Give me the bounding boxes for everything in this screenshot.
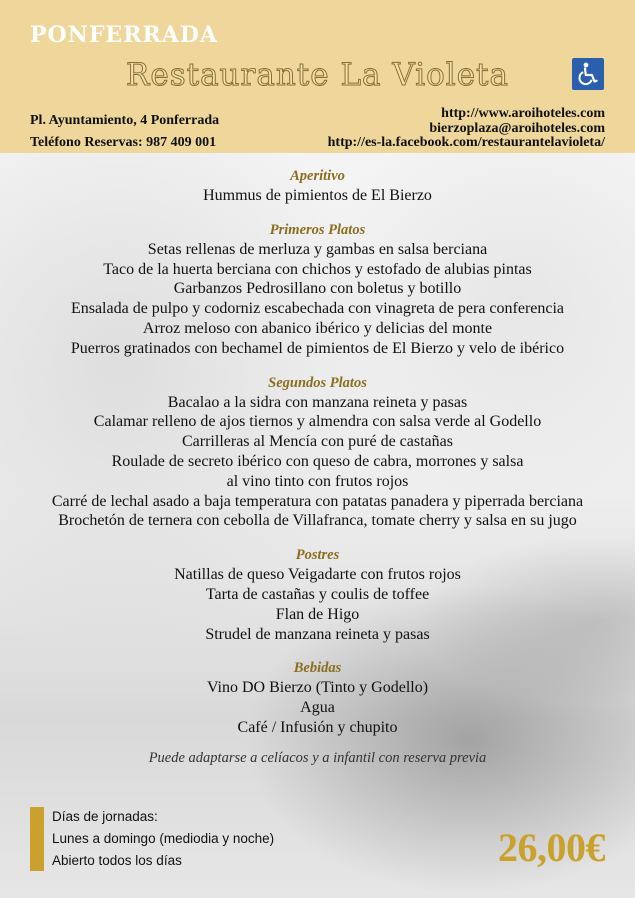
menu-item: Hummus de pimientos de El Bierzo bbox=[203, 187, 432, 204]
menu-item: Café / Infusión y chupito bbox=[237, 718, 398, 736]
section-title-primeros: Primeros Platos bbox=[269, 221, 366, 238]
wheelchair-icon bbox=[572, 58, 604, 90]
schedule-block bbox=[52, 806, 274, 872]
dietary-note: Puede adaptarse a celíacos y a infantil con reserva previa bbox=[148, 749, 487, 766]
city-title: PONFERRADA bbox=[30, 22, 218, 48]
menu-item: Brochetón de ternera con cebolla de Villafranca, tomate cherry y salsa en su jugo bbox=[58, 512, 577, 530]
menu-item: Carré de lechal asado a baja temperatura con patatas panadera y piperrada berciana bbox=[51, 492, 584, 510]
menu-item: Agua bbox=[300, 699, 335, 717]
menu-item: Calamar relleno de ajos tiernos y almendra con salsa verde al Godello bbox=[93, 413, 542, 431]
menu-body bbox=[0, 166, 635, 768]
menu-item: Taco de la huerta berciana con chichos y estofado de alubias pintas bbox=[103, 260, 532, 278]
menu-item: Strudel de manzana reineta y pasas bbox=[205, 625, 430, 643]
menu-item: Carrilleras al Mencía con puré de castañas bbox=[182, 433, 453, 451]
schedule-open: Abierto todos los días bbox=[52, 853, 182, 868]
menu-item: Arroz meloso con abanico ibérico y delicias del monte bbox=[142, 319, 493, 337]
contact-block bbox=[328, 107, 605, 151]
menu-item: Setas rellenas de merluza y gambas en salsa berciana bbox=[147, 240, 488, 258]
menu-price: 26,00€ bbox=[498, 825, 605, 870]
facebook-link[interactable]: http://es-la.facebook.com/restaurantelavioleta/ bbox=[327, 135, 605, 150]
address-block bbox=[30, 110, 219, 154]
address-line: Pl. Ayuntamiento, 4 Ponferrada bbox=[30, 113, 220, 128]
menu-item: Roulade de secreto ibérico con queso de cabra, morrones y salsa bbox=[111, 452, 524, 470]
menu-item: Vino DO Bierzo (Tinto y Godello) bbox=[206, 679, 429, 697]
restaurant-name: Restaurante La Violeta bbox=[126, 57, 509, 93]
menu-item: al vino tinto con frutos rojos bbox=[226, 472, 409, 490]
menu-item: Natillas de queso Veigadarte con frutos rojos bbox=[174, 566, 461, 584]
menu-item: Garbanzos Pedrosillano con boletus y botillo bbox=[173, 280, 462, 298]
header-band bbox=[0, 0, 635, 153]
menu-item: Puerros gratinados con bechamel de pimientos de El Bierzo y velo de ibérico bbox=[70, 339, 565, 357]
email-link[interactable]: bierzoplaza@aroihoteles.com bbox=[429, 120, 605, 136]
menu-item: Ensalada de pulpo y codorniz escabechada con vinagreta de pera conferencia bbox=[70, 300, 565, 318]
website-link[interactable]: http://www.aroihoteles.com bbox=[441, 106, 605, 121]
schedule-days: Lunes a domingo (mediodia y noche) bbox=[52, 831, 275, 846]
menu-item: Bacalao a la sidra con manzana reineta y pasas bbox=[167, 393, 468, 411]
section-title-aperitivo: Aperitivo bbox=[290, 168, 345, 184]
section-title-segundos: Segundos Platos bbox=[268, 374, 367, 391]
footer-accent-bar bbox=[30, 807, 44, 871]
section-title-postres: Postres bbox=[295, 547, 340, 564]
menu-item: Tarta de castañas y coulis de toffee bbox=[205, 585, 430, 603]
section-title-bebidas: Bebidas bbox=[293, 660, 342, 677]
phone-line: Teléfono Reservas: 987 409 001 bbox=[30, 135, 217, 150]
menu-item: Flan de Higo bbox=[275, 605, 360, 623]
schedule-title: Días de jornadas: bbox=[52, 809, 158, 824]
